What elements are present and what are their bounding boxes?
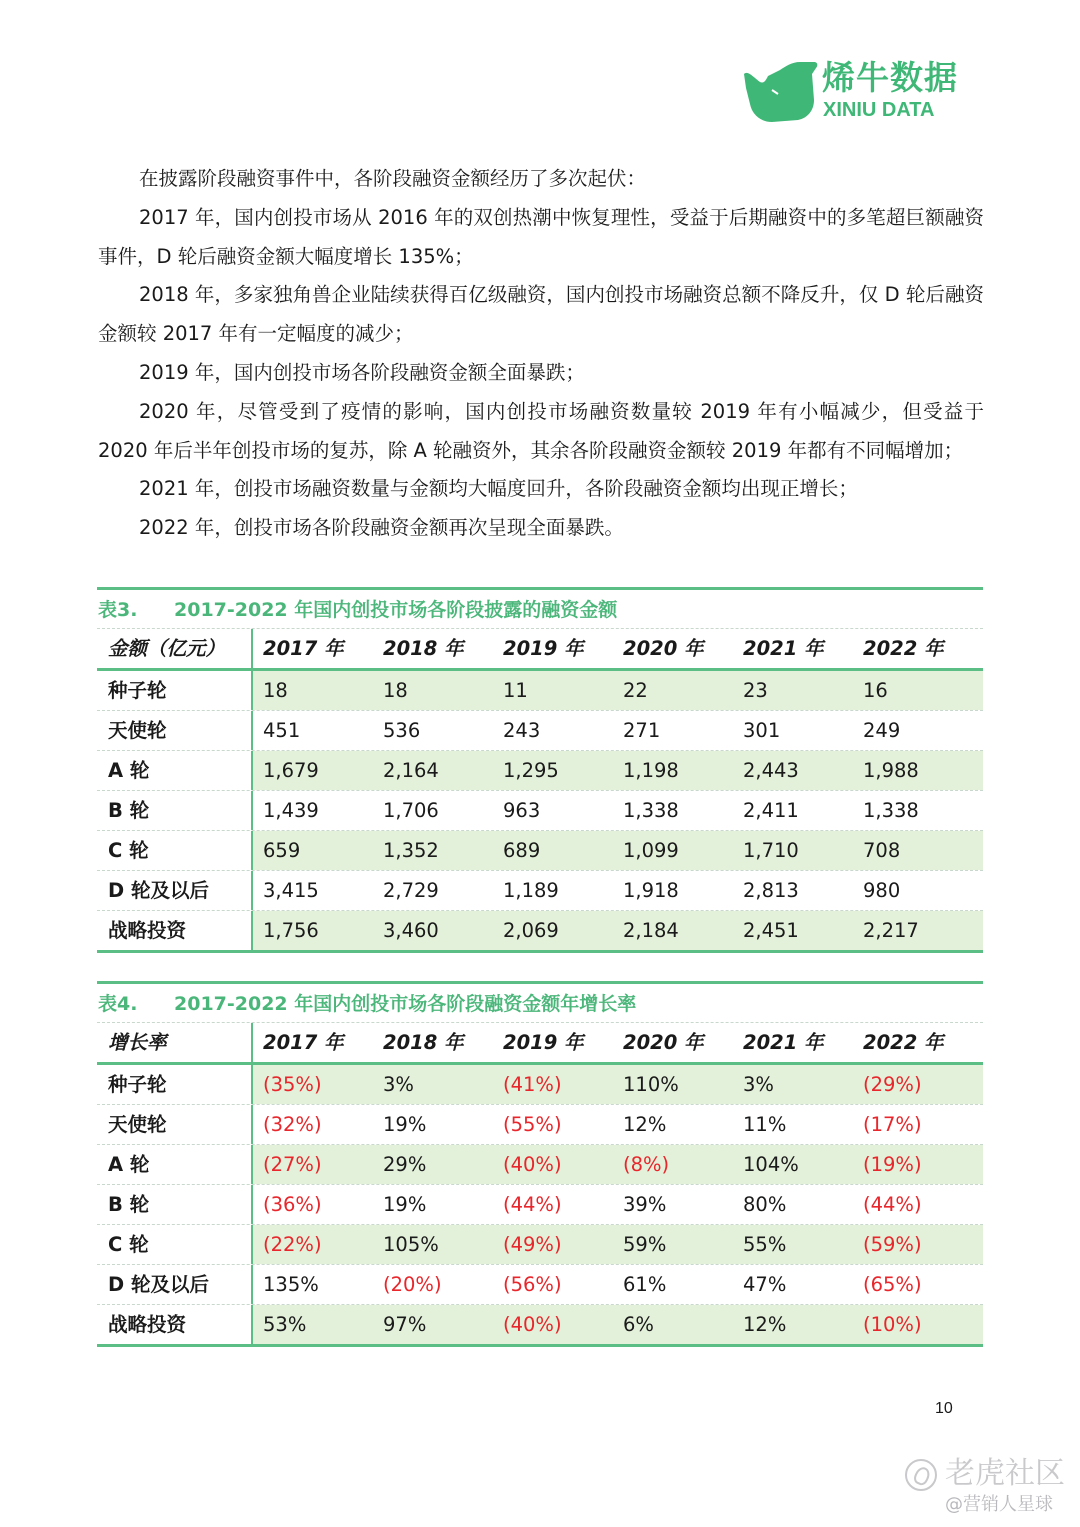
table-cell: 243 xyxy=(503,719,541,742)
rhino-logo-icon xyxy=(742,60,820,124)
table-cell: 105% xyxy=(383,1233,439,1256)
table-cell: 59% xyxy=(623,1233,667,1256)
header-year: 2019 年 xyxy=(503,637,584,660)
table-cell: 2,813 xyxy=(743,879,799,902)
table-row xyxy=(97,871,983,911)
table-cell: (44%) xyxy=(503,1193,562,1216)
table-cell: (36%) xyxy=(263,1193,322,1216)
table-cell: (17%) xyxy=(863,1113,922,1136)
table-row xyxy=(97,1065,983,1105)
table-cell: 1,295 xyxy=(503,759,559,782)
table-cell: (56%) xyxy=(503,1273,562,1296)
table-row xyxy=(97,1105,983,1145)
table-cell: (41%) xyxy=(503,1073,562,1096)
table-cell: 2,451 xyxy=(743,919,799,942)
table-cell: 2,184 xyxy=(623,919,679,942)
header-year: 2020 年 xyxy=(623,1031,704,1054)
table-row xyxy=(97,831,983,871)
table-cell: 12% xyxy=(743,1313,787,1336)
table-cell: 451 xyxy=(263,719,301,742)
row-label: A 轮 xyxy=(97,1145,253,1184)
table-cell: 1,099 xyxy=(623,839,679,862)
table-cell: 80% xyxy=(743,1193,787,1216)
table-cell: 659 xyxy=(263,839,301,862)
row-label: 天使轮 xyxy=(97,711,253,750)
table-row xyxy=(97,1145,983,1185)
table-cell: 39% xyxy=(623,1193,667,1216)
tiger-community-logo-icon xyxy=(905,1459,937,1491)
table-cell: 47% xyxy=(743,1273,787,1296)
table-header-row xyxy=(97,1023,983,1065)
table-cell: 16 xyxy=(863,679,888,702)
header-year: 2022 年 xyxy=(863,637,944,660)
table-cell: (10%) xyxy=(863,1313,922,1336)
table-cell: 1,338 xyxy=(623,799,679,822)
table-title: 2017-2022 年国内创投市场各阶段融资金额年增长率 xyxy=(174,993,637,1015)
table-cell: 2,411 xyxy=(743,799,799,822)
table-cell: 980 xyxy=(863,879,901,902)
table-cell: 22 xyxy=(623,679,648,702)
table-number: 表4. xyxy=(98,993,138,1015)
table-cell: 1,710 xyxy=(743,839,799,862)
table-cell: 2,069 xyxy=(503,919,559,942)
table-cell: 1,756 xyxy=(263,919,319,942)
table-cell: (35%) xyxy=(263,1073,322,1096)
paragraph: 2021 年，创投市场融资数量与金额均大幅度回升，各阶段融资金额均出现正增长； xyxy=(139,477,858,501)
table-row xyxy=(97,751,983,791)
table-cell: 1,352 xyxy=(383,839,439,862)
row-label: B 轮 xyxy=(97,791,253,830)
table-number: 表3. xyxy=(98,599,138,621)
header-year: 2019 年 xyxy=(503,1031,584,1054)
header-year: 2021 年 xyxy=(743,1031,824,1054)
table-cell: 18 xyxy=(263,679,288,702)
watermark-author: @营销人星球 xyxy=(945,1494,1053,1515)
header-label: 金额（亿元） xyxy=(97,629,253,668)
table-cell: 19% xyxy=(383,1193,427,1216)
paragraph: 在披露阶段融资事件中，各阶段融资金额经历了多次起伏： xyxy=(139,167,647,190)
table-4-growth-rate xyxy=(97,981,983,1347)
row-label: B 轮 xyxy=(97,1185,253,1224)
table-cell: 1,679 xyxy=(263,759,319,782)
table-cell: (8%) xyxy=(623,1153,670,1176)
logo-text-en: XINIU DATA xyxy=(823,99,935,121)
watermark-text: 老虎社区 xyxy=(945,1456,1065,1491)
table-row xyxy=(97,1305,983,1347)
row-label: 战略投资 xyxy=(97,911,253,950)
table-cell: 55% xyxy=(743,1233,787,1256)
table-row xyxy=(97,1225,983,1265)
table-cell: (65%) xyxy=(863,1273,922,1296)
table-cell: 3,460 xyxy=(383,919,439,942)
table-cell: (19%) xyxy=(863,1153,922,1176)
table-cell: (59%) xyxy=(863,1233,922,1256)
table-cell: (40%) xyxy=(503,1153,562,1176)
header-year: 2022 年 xyxy=(863,1031,944,1054)
table-cell: 61% xyxy=(623,1273,667,1296)
row-label: C 轮 xyxy=(97,831,253,870)
body-text xyxy=(98,160,984,548)
watermark-community xyxy=(905,1448,1065,1492)
table-cell: (49%) xyxy=(503,1233,562,1256)
table-cell: 110% xyxy=(623,1073,679,1096)
table-caption xyxy=(97,590,983,629)
table-row xyxy=(97,671,983,711)
table-cell: 3% xyxy=(743,1073,774,1096)
table-cell: 689 xyxy=(503,839,541,862)
table-cell: 249 xyxy=(863,719,901,742)
table-cell: 271 xyxy=(623,719,661,742)
table-cell: 1,918 xyxy=(623,879,679,902)
table-cell: 1,189 xyxy=(503,879,559,902)
table-cell: 19% xyxy=(383,1113,427,1136)
table-cell: 1,198 xyxy=(623,759,679,782)
row-label: 战略投资 xyxy=(97,1305,253,1344)
table-cell: (32%) xyxy=(263,1113,322,1136)
table-cell: 2,443 xyxy=(743,759,799,782)
table-cell: (40%) xyxy=(503,1313,562,1336)
table-cell: 3% xyxy=(383,1073,414,1096)
paragraph: 2019 年，国内创投市场各阶段融资金额全面暴跌； xyxy=(139,360,585,384)
row-label: A 轮 xyxy=(97,751,253,790)
table-cell: (22%) xyxy=(263,1233,322,1256)
row-label: 种子轮 xyxy=(97,671,253,710)
table-cell: 963 xyxy=(503,799,541,822)
table-cell: 23 xyxy=(743,679,768,702)
table-cell: 2,164 xyxy=(383,759,439,782)
table-row xyxy=(97,1185,983,1225)
row-label: 天使轮 xyxy=(97,1105,253,1144)
header-year: 2021 年 xyxy=(743,637,824,660)
header-year: 2017 年 xyxy=(263,1031,344,1054)
header-year: 2020 年 xyxy=(623,637,704,660)
row-label: D 轮及以后 xyxy=(97,1265,253,1304)
table-title: 2017-2022 年国内创投市场各阶段披露的融资金额 xyxy=(174,599,618,621)
table-cell: 135% xyxy=(263,1273,319,1296)
table-row xyxy=(97,1265,983,1305)
table-cell: (44%) xyxy=(863,1193,922,1216)
header-label: 增长率 xyxy=(97,1023,253,1062)
table-cell: 12% xyxy=(623,1113,667,1136)
table-cell: 2,729 xyxy=(383,879,439,902)
table-row xyxy=(97,711,983,751)
table-cell: 53% xyxy=(263,1313,307,1336)
table-cell: 18 xyxy=(383,679,408,702)
row-label: D 轮及以后 xyxy=(97,871,253,910)
header-year: 2017 年 xyxy=(263,637,344,660)
table-row xyxy=(97,911,983,953)
table-cell: 3,415 xyxy=(263,879,319,902)
table-header-row xyxy=(97,629,983,671)
xiniu-data-logo xyxy=(742,58,977,128)
table-cell: 708 xyxy=(863,839,901,862)
paragraph: 2017 年，国内创投市场从 2016 年的双创热潮中恢复理性，受益于后期融资中的多笔超巨额融资事件，D 轮后融资金额大幅度增长 135%； xyxy=(98,205,984,268)
table-cell: 1,706 xyxy=(383,799,439,822)
table-cell: 1,988 xyxy=(863,759,919,782)
paragraph: 2020 年，尽管受到了疫情的影响，国内创投市场融资数量较 2019 年有小幅减少，但受益于 2020 年后半年创投市场的复苏，除 A 轮融资外，其余各阶段融资金额较 2019 年都有不同幅增加； xyxy=(98,399,984,462)
header-year: 2018 年 xyxy=(383,637,464,660)
table-cell: (55%) xyxy=(503,1113,562,1136)
table-cell: 29% xyxy=(383,1153,427,1176)
table-cell: 536 xyxy=(383,719,421,742)
table-cell: 11% xyxy=(743,1113,787,1136)
table-cell: 301 xyxy=(743,719,781,742)
table-3-funding-amount xyxy=(97,587,983,953)
table-cell: 1,338 xyxy=(863,799,919,822)
table-cell: 97% xyxy=(383,1313,427,1336)
table-cell: 6% xyxy=(623,1313,654,1336)
table-cell: (29%) xyxy=(863,1073,922,1096)
row-label: 种子轮 xyxy=(97,1065,253,1104)
logo-text-cn: 烯牛数据 xyxy=(822,58,958,97)
table-cell: (27%) xyxy=(263,1153,322,1176)
table-cell: 1,439 xyxy=(263,799,319,822)
page-number: 10 xyxy=(935,1400,953,1417)
table-row xyxy=(97,791,983,831)
table-cell: 104% xyxy=(743,1153,799,1176)
table-cell: 11 xyxy=(503,679,528,702)
header-year: 2018 年 xyxy=(383,1031,464,1054)
table-caption xyxy=(97,984,983,1023)
paragraph: 2022 年，创投市场各阶段融资金额再次呈现全面暴跌。 xyxy=(139,516,624,540)
table-cell: 2,217 xyxy=(863,919,919,942)
row-label: C 轮 xyxy=(97,1225,253,1264)
paragraph: 2018 年，多家独角兽企业陆续获得百亿级融资，国内创投市场融资总额不降反升，仅 D 轮后融资金额较 2017 年有一定幅度的减少； xyxy=(98,283,984,346)
table-cell: (20%) xyxy=(383,1273,442,1296)
